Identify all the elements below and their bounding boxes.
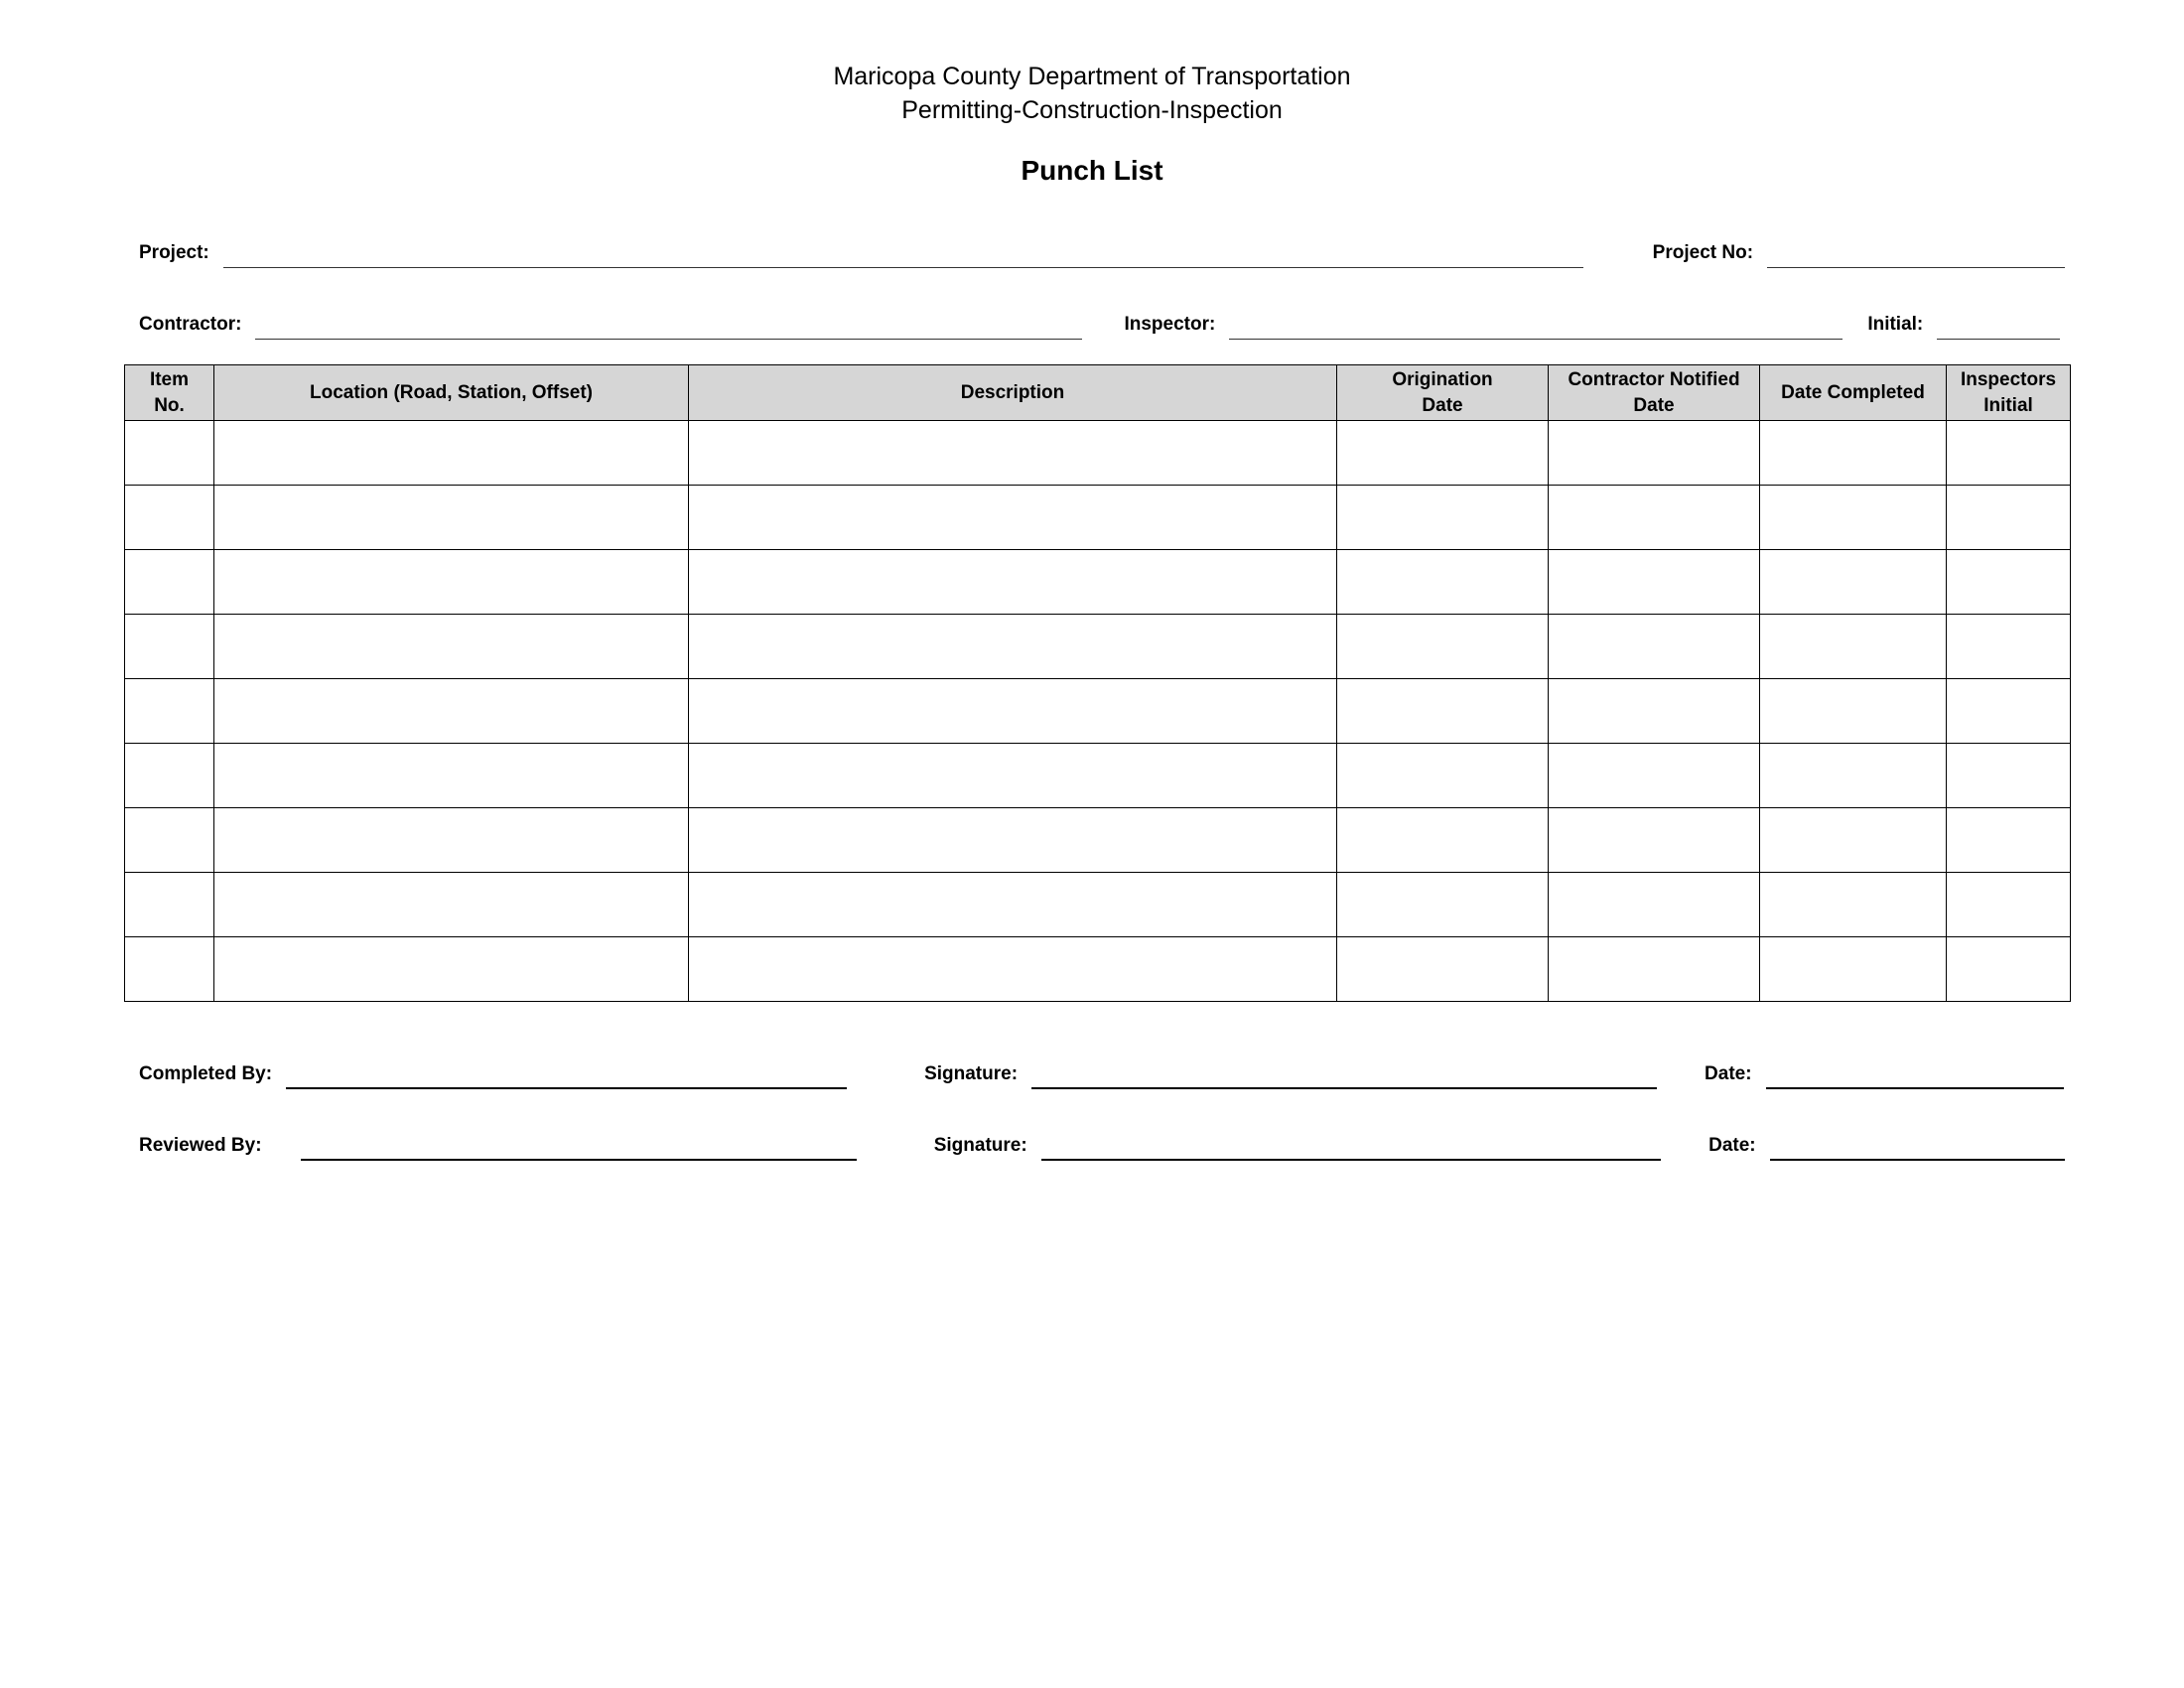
project-no-line [1767,237,2065,268]
cell-inspectors-initial [1947,550,2071,615]
cell-date-completed [1760,615,1947,679]
inspectors-initial-input[interactable] [1947,421,2070,485]
cell-inspectors-initial [1947,615,2071,679]
contractor-notified-date-input[interactable] [1549,550,1759,614]
completed-by-input[interactable] [286,1057,847,1087]
cell-origination-date [1337,937,1549,1002]
reviewed-signature-input[interactable] [1041,1129,1661,1159]
contractor-notified-date-input[interactable] [1549,937,1759,1001]
location-input[interactable] [214,873,688,936]
table-row [125,808,2071,873]
cell-location [214,550,689,615]
location-input[interactable] [214,808,688,872]
origination-date-input[interactable] [1337,615,1548,678]
cell-contractor-notified-date [1549,679,1760,744]
cell-contractor-notified-date [1549,486,1760,550]
table-row [125,486,2071,550]
item-no-input[interactable] [125,744,213,807]
date-completed-input[interactable] [1760,550,1946,614]
cell-description [689,679,1337,744]
table-row [125,550,2071,615]
project-no-input[interactable] [1767,237,2065,267]
col-item-no: Item No. [125,365,214,421]
origination-date-input[interactable] [1337,486,1548,549]
reviewed-date-input[interactable] [1770,1129,2065,1159]
cell-date-completed [1760,937,1947,1002]
reviewed-by-row [139,1121,2065,1161]
completed-signature-input[interactable] [1031,1057,1657,1087]
initial-input[interactable] [1937,309,2060,339]
date-completed-input[interactable] [1760,873,1946,936]
item-no-input[interactable] [125,615,213,678]
reviewed-by-label: Reviewed By: [139,1135,262,1156]
contractor-label: Contractor: [139,314,242,335]
location-input[interactable] [214,744,688,807]
reviewed-date-label: Date: [1708,1135,1756,1156]
inspector-label: Inspector: [1124,314,1216,335]
cell-description [689,937,1337,1002]
completed-by-line [286,1057,847,1089]
table-header-row [125,365,2071,421]
description-input[interactable] [689,486,1336,549]
cell-location [214,937,689,1002]
cell-description [689,873,1337,937]
cell-origination-date [1337,873,1549,937]
cell-description [689,550,1337,615]
cell-contractor-notified-date [1549,421,1760,486]
table-body [125,421,2071,1002]
completed-signature-label: Signature: [924,1063,1019,1084]
contractor-notified-date-input[interactable] [1549,744,1759,807]
cell-item-no [125,615,214,679]
cell-location [214,615,689,679]
item-no-input[interactable] [125,486,213,549]
inspectors-initial-input[interactable] [1947,808,2070,872]
cell-inspectors-initial [1947,679,2071,744]
cell-inspectors-initial [1947,937,2071,1002]
cell-origination-date [1337,550,1549,615]
origination-date-input[interactable] [1337,679,1548,743]
location-input[interactable] [214,679,688,743]
contractor-row [139,300,2065,340]
cell-date-completed [1760,679,1947,744]
item-no-input[interactable] [125,550,213,614]
cell-inspectors-initial [1947,421,2071,486]
reviewed-by-line [301,1129,857,1161]
completed-signature-line [1031,1057,1657,1089]
initial-line [1937,309,2060,340]
origination-date-input[interactable] [1337,873,1548,936]
cell-description [689,486,1337,550]
inspectors-initial-input[interactable] [1947,615,2070,678]
location-input[interactable] [214,486,688,549]
description-input[interactable] [689,421,1336,485]
cell-contractor-notified-date [1549,550,1760,615]
origination-date-input[interactable] [1337,744,1548,807]
origination-date-input[interactable] [1337,550,1548,614]
cell-date-completed [1760,873,1947,937]
completed-date-input[interactable] [1766,1057,2064,1087]
date-completed-input[interactable] [1760,421,1946,485]
cell-inspectors-initial [1947,808,2071,873]
description-input[interactable] [689,808,1336,872]
cell-item-no [125,550,214,615]
location-input[interactable] [214,421,688,485]
cell-origination-date [1337,615,1549,679]
reviewed-signature-label: Signature: [933,1135,1027,1156]
cell-location [214,486,689,550]
completed-date-label: Date: [1705,1063,1752,1084]
origination-date-input[interactable] [1337,808,1548,872]
cell-item-no [125,679,214,744]
cell-origination-date [1337,486,1549,550]
date-completed-input[interactable] [1760,744,1946,807]
item-no-input[interactable] [125,421,213,485]
contractor-notified-date-input[interactable] [1549,808,1759,872]
cell-inspectors-initial [1947,486,2071,550]
contractor-input[interactable] [255,309,1082,339]
cell-description [689,808,1337,873]
location-input[interactable] [214,615,688,678]
cell-item-no [125,937,214,1002]
description-input[interactable] [689,615,1336,678]
inspectors-initial-input[interactable] [1947,744,2070,807]
col-description: Description [689,365,1337,421]
reviewed-date-line [1770,1129,2065,1161]
col-inspectors-initial: Inspectors Initial [1947,365,2071,421]
col-location: Location (Road, Station, Offset) [214,365,689,421]
date-completed-input[interactable] [1760,808,1946,872]
inspectors-initial-input[interactable] [1947,873,2070,936]
project-input[interactable] [223,237,1583,267]
reviewed-by-input[interactable] [301,1129,857,1159]
cell-item-no [125,421,214,486]
table-row [125,744,2071,808]
completed-by-row [139,1050,2065,1089]
description-input[interactable] [689,679,1336,743]
date-completed-input[interactable] [1760,615,1946,678]
item-no-input[interactable] [125,679,213,743]
cell-item-no [125,486,214,550]
org-division: Permitting-Construction-Inspection [901,96,1283,124]
inspector-input[interactable] [1229,309,1843,339]
cell-date-completed [1760,744,1947,808]
cell-item-no [125,808,214,873]
project-row [139,228,2065,268]
cell-date-completed [1760,486,1947,550]
cell-location [214,744,689,808]
cell-origination-date [1337,808,1549,873]
contractor-notified-date-input[interactable] [1549,615,1759,678]
cell-date-completed [1760,550,1947,615]
item-no-input[interactable] [125,808,213,872]
cell-contractor-notified-date [1549,937,1760,1002]
cell-description [689,615,1337,679]
contractor-notified-date-input[interactable] [1549,486,1759,549]
location-input[interactable] [214,937,688,1001]
completed-date-line [1766,1057,2064,1089]
contractor-notified-date-input[interactable] [1549,679,1759,743]
cell-contractor-notified-date [1549,808,1760,873]
project-line [223,237,1583,268]
cell-origination-date [1337,744,1549,808]
cell-location [214,421,689,486]
cell-location [214,808,689,873]
punch-list-table [124,364,2071,1002]
table-row [125,615,2071,679]
date-completed-input[interactable] [1760,486,1946,549]
cell-origination-date [1337,421,1549,486]
description-input[interactable] [689,744,1336,807]
cell-origination-date [1337,679,1549,744]
cell-inspectors-initial [1947,873,2071,937]
cell-date-completed [1760,421,1947,486]
origination-date-input[interactable] [1337,937,1548,1001]
org-name: Maricopa County Department of Transportation [833,63,1351,90]
cell-contractor-notified-date [1549,873,1760,937]
table-row [125,937,2071,1002]
cell-contractor-notified-date [1549,615,1760,679]
cell-description [689,744,1337,808]
form-title: Punch List [1021,155,1163,186]
cell-location [214,679,689,744]
table-row [125,873,2071,937]
inspectors-initial-input[interactable] [1947,486,2070,549]
inspectors-initial-input[interactable] [1947,937,2070,1001]
project-no-label: Project No: [1652,242,1754,263]
origination-date-input[interactable] [1337,421,1548,485]
item-no-input[interactable] [125,873,213,936]
reviewed-signature-line [1041,1129,1661,1161]
inspectors-initial-input[interactable] [1947,550,2070,614]
cell-contractor-notified-date [1549,744,1760,808]
col-date-completed: Date Completed [1760,365,1947,421]
col-origination-date: Origination Date [1337,365,1549,421]
inspector-line [1229,309,1843,340]
description-input[interactable] [689,937,1336,1001]
org-header [0,60,2184,127]
project-label: Project: [139,242,209,263]
contractor-notified-date-input[interactable] [1549,421,1759,485]
col-contractor-notified-date: Contractor Notified Date [1549,365,1760,421]
cell-location [214,873,689,937]
date-completed-input[interactable] [1760,937,1946,1001]
table-row [125,421,2071,486]
cell-description [689,421,1337,486]
inspectors-initial-input[interactable] [1947,679,2070,743]
contractor-notified-date-input[interactable] [1549,873,1759,936]
cell-inspectors-initial [1947,744,2071,808]
description-input[interactable] [689,550,1336,614]
location-input[interactable] [214,550,688,614]
table-row [125,679,2071,744]
initial-label: Initial: [1867,314,1924,335]
cell-item-no [125,744,214,808]
description-input[interactable] [689,873,1336,936]
completed-by-label: Completed By: [139,1063,273,1084]
date-completed-input[interactable] [1760,679,1946,743]
cell-date-completed [1760,808,1947,873]
contractor-line [255,309,1082,340]
cell-item-no [125,873,214,937]
item-no-input[interactable] [125,937,213,1001]
